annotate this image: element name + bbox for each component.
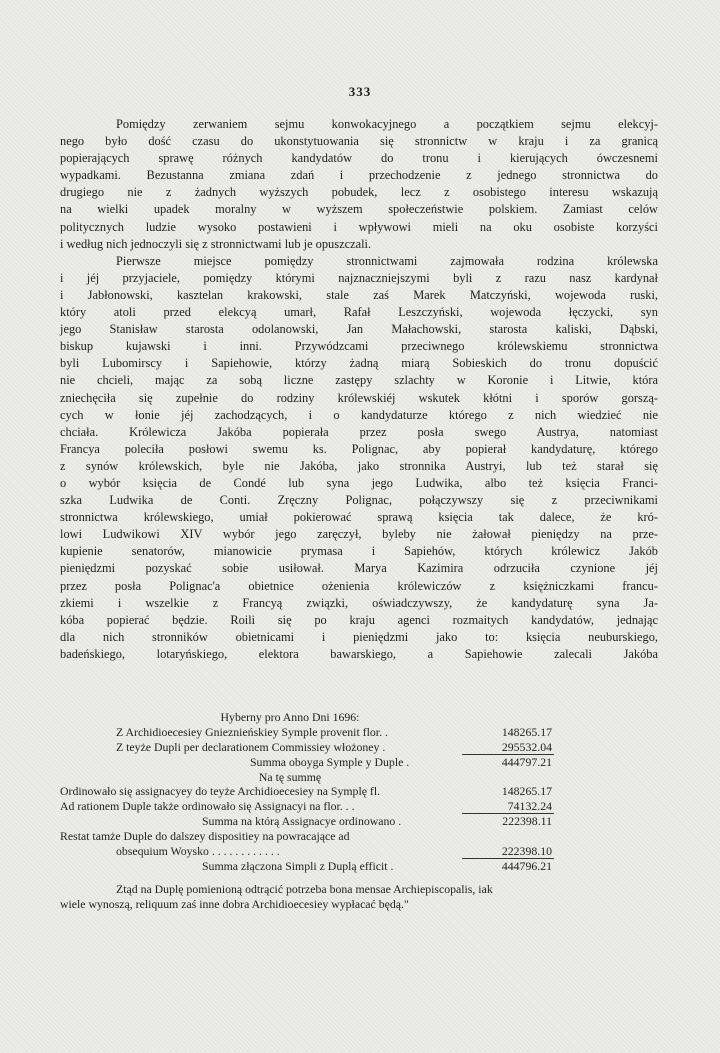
table-row — [60, 784, 660, 799]
text-line: biskup kujawski i inni. Przywódzcami przeciwnego królewskiemu stronnictwa — [60, 339, 658, 354]
text-line: zkiemi i wszelkie z Francyą związki, oświadczywszy, że kandydaturę syna Ja- — [60, 595, 658, 610]
row-amount: 222398.10 — [501, 844, 552, 859]
text-line: Francya poleciła posłowi swemu ks. Polignac, aby popierał kandydaturę, którego — [60, 441, 658, 456]
row-amount: 74132.24 — [507, 799, 552, 814]
text-line: nie chcieli, mając za sobą liczne zastępy szlachty w Koronie i Litwie, która — [60, 373, 658, 388]
table-row — [60, 799, 660, 814]
text-line: lowi Ludwikowi XIV wybór jego zaręczył, byleby nie żałował pieniędzy na prze- — [60, 527, 658, 542]
row-label: Ad rationem Duple także ordinowało się Assignacyi na flor. . . — [60, 799, 355, 814]
page-number: 333 — [348, 84, 372, 99]
text-line: Pierwsze miejsce pomiędzy stronnictwami zajmowała rodzina królewska — [116, 253, 658, 268]
table-row — [60, 725, 660, 740]
row-label: Summa na którą Assignacye ordinowano . — [202, 814, 402, 829]
text-line: o wybór księcia de Condé lub syna jego Ludwika, albo też księcia Franci- — [60, 475, 658, 490]
row-amount: 295532.04 — [501, 739, 552, 754]
row-label: Ordinowało się assignacyey do teyże Archidioecesiey na Symplę fl. — [60, 784, 381, 799]
accounts-table — [60, 710, 660, 874]
row-amount: 148265.17 — [501, 724, 552, 739]
row-amount: 444796.21 — [501, 858, 552, 873]
text-line: byli Lubomirscy i Sapiehowie, którzy żadną miarą Sobieskich do tronu dopuścić — [60, 356, 658, 371]
row-label: obsequium Woysko . . . . . . . . . . . . — [116, 844, 280, 859]
text-line: cych w łonie jéj zachodzących, i o kandydaturze którego z nich wiedzieć nie — [60, 407, 658, 422]
text-line: popierających sprawę różnych kandydatów do tronu i kierujących ówczesnemi — [60, 151, 658, 166]
closing-note — [60, 882, 660, 912]
text-line: nego było dość czasu do ukonstytuowania się stronnictw w kraju i za granicą — [60, 134, 658, 149]
row-amount: 148265.17 — [501, 784, 552, 799]
table-heading-label: Hyberny pro Anno Dni 1696: — [220, 710, 360, 724]
text-line: przez posła Polignac'a obietnice ożenienia królewiczów z księżniczkami francu- — [60, 578, 658, 593]
text-line: i Jabłonowski, kasztelan krakowski, stale zaś Marek Matczyński, wojewoda ruski, — [60, 287, 658, 302]
text-line: szka Ludwika de Conti. Zręczny Polignac, połączywszy się z przeciwnikami — [60, 493, 658, 508]
text-line: i jéj przyjaciele, pomiędzy którymi najznaczniejszymi byli z razu nasz kardynał — [60, 270, 658, 285]
table-row — [60, 770, 660, 785]
row-label: Restat tamże Duple do dalszey dispositiey na powracające ad — [60, 829, 350, 844]
table-row — [60, 844, 660, 859]
text-line: politycznych ludzie wysoko postawieni i wpływowi mieli na oku osobiste korzyści — [60, 219, 658, 234]
text-line: który atoli przed elekcyą umarł, Rafał Leszczyński, wojewoda łęczycki, syn — [60, 305, 658, 320]
row-label: Summa złączona Simpli z Duplą efficit . — [202, 858, 394, 873]
paragraph-1 — [60, 116, 658, 253]
text-line: i według nich jednoczyli się z stronnictwami lub je opuszczali. — [60, 236, 372, 251]
row-amount: 444797.21 — [501, 754, 552, 769]
text-line: z synów królewskich, byle nie Jakóba, jako stronnika Austryi, lub też starał się — [60, 458, 658, 473]
text-line: dla nich stronników obietnicami i pieniędzmi jako to: księcia neuburskiego, — [60, 629, 658, 644]
text-line: kupienie senatorów, mianowicie prymasa i Sapiehów, których królewicz Jakób — [60, 544, 658, 559]
text-line: chciała. Królewicza Jakóba popierała przez posła swego Austrya, natomiast — [60, 424, 658, 439]
table-row — [60, 755, 660, 770]
table-row — [60, 740, 660, 755]
text-line: badeńskiego, lotaryńskiego, elektora bawarskiego, a Sapiehowie zalecali Jakóba — [60, 646, 658, 661]
table-row — [60, 829, 660, 844]
row-label: Z Archidioecesiey Gnieznieńskiey Symple provenit flor. . — [116, 724, 388, 739]
text-line: Pomiędzy zerwaniem sejmu konwokacyjnego a początkiem sejmu elekcyj- — [116, 117, 658, 131]
text-line: pieniędzmi pozyskać sobie usiłował. Marya Kazimira odrzuciła czynione jéj — [60, 561, 658, 576]
text-line: jego Stanisław starosta odolanowski, Jan Małachowski, starosta kaliski, Dąbski, — [60, 322, 658, 337]
row-amount: 222398.11 — [502, 814, 552, 829]
text-line: na wielki upadek moralny w wyższem społeczeństwie polskiem. Zamiast celów — [60, 202, 658, 217]
text-line: zniechęciła się zupełnie do rodziny królewskiéj wskutek kłótni i sporów gorszą- — [60, 390, 658, 405]
table-heading — [60, 710, 660, 725]
row-label: Z teyże Dupli per declarationem Commissiey włożoney . — [116, 739, 386, 754]
paragraph-2 — [60, 253, 658, 663]
table-row — [60, 814, 660, 829]
row-label: Na tę summę — [258, 769, 322, 784]
text-line: Ztąd na Duplę pomienioną odtrącić potrzeba bona mensae Archiepiscopalis, iak — [116, 882, 493, 896]
text-line: wiele wynoszą, reliquum zaś inne dobra Archidioecesiey wypłacać będą." — [60, 897, 409, 911]
table-row — [60, 859, 660, 874]
text-line: wypadkami. Bezustanna zmiana zdań i przechodzenie z jednego stronnictwa do — [60, 168, 658, 183]
text-line: stronnictwa królewskiego, umiał pokierować sprawą księcia tak dalece, że kró- — [60, 510, 658, 525]
text-line: kóba popierać będzie. Roili się po kraju agenci rozmaitych kandydatów, jednając — [60, 612, 658, 627]
text-line: drugiego nie z żadnych wyższych pobudek, lecz z osobistego interesu wskazują — [60, 185, 658, 200]
body-text — [60, 116, 658, 663]
row-label: Summa oboyga Symple y Duple . — [250, 754, 410, 769]
